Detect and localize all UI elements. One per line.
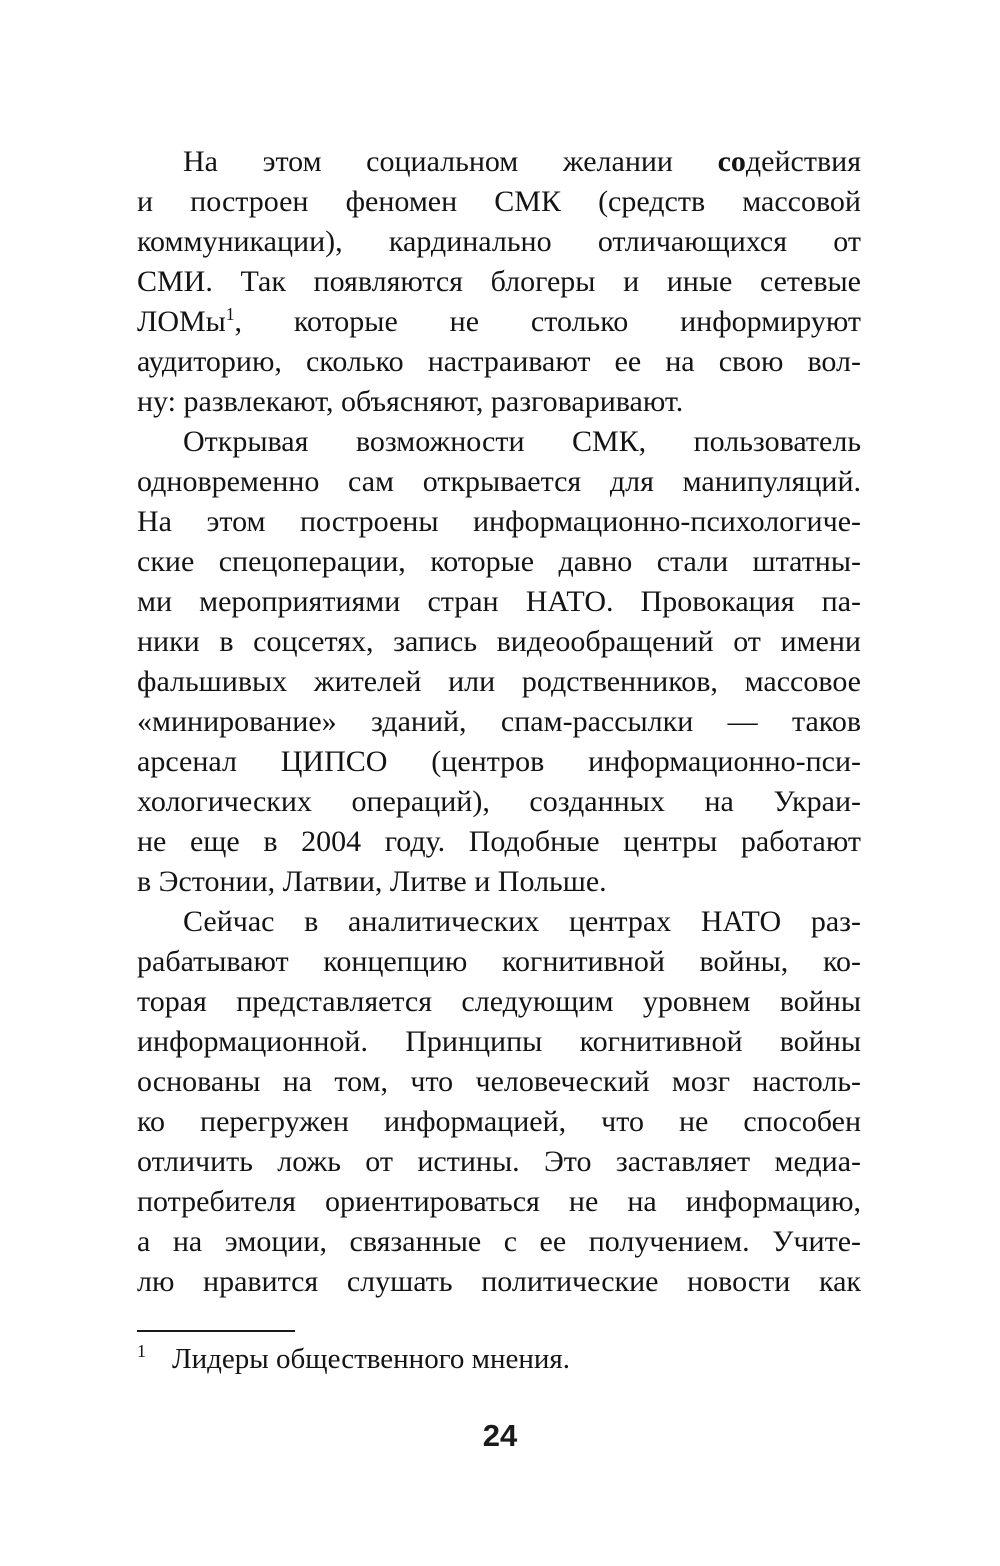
footnote-divider [137, 1330, 295, 1332]
text-segment: аудиторию, сколько настраивают ее на свою вол- [137, 345, 861, 378]
text-line [137, 222, 861, 262]
text-line [137, 422, 861, 462]
text-segment: одновременно сам открывается для манипуляций. [137, 465, 861, 498]
text-segment: «минирование» зданий, спам-рассылки — таков [137, 705, 861, 738]
text-line [137, 1142, 861, 1182]
text-segment: ко перегружен информацией, что не способен [137, 1105, 861, 1138]
text-line [137, 742, 861, 782]
page-number: 24 [482, 1418, 518, 1453]
text-line [137, 1222, 861, 1262]
text-line [137, 1102, 861, 1142]
text-line [137, 662, 861, 702]
text-line [137, 262, 861, 302]
text-line [137, 182, 861, 222]
text-line [137, 542, 861, 582]
text-segment: торая представляется следующим уровнем войны [137, 985, 861, 1018]
text-segment: арсенал ЦИПСО (центров информационно-пси- [137, 745, 861, 778]
text-line [137, 942, 861, 982]
text-segment: ми мероприятиями стран НАТО. Провокация па- [137, 585, 861, 618]
text-line [137, 782, 861, 822]
text-line [137, 1182, 861, 1222]
text-line [137, 1262, 861, 1302]
footnote [137, 1330, 861, 1378]
footnote-marker: 1 [137, 1341, 146, 1362]
text-segment: ЛОМы [137, 305, 226, 338]
text-segment: , которые не столько информируют [234, 305, 861, 338]
text-segment: ские спецоперации, которые давно стали штатны- [137, 545, 861, 578]
text-segment: а на эмоции, связанные с ее получением. Учите- [137, 1225, 861, 1258]
bold-text-segment: со [717, 145, 746, 178]
text-segment: фальшивых жителей или родственников, массовое [137, 665, 861, 698]
text-segment: рабатывают концепцию когнитивной войны, ко- [137, 945, 861, 978]
text-segment: ники в соцсетях, запись видеообращений от имени [137, 625, 861, 658]
text-segment: коммуникации), кардинально отличающихся от [137, 225, 861, 258]
text-segment: потребителя ориентироваться не на информацию, [137, 1185, 861, 1218]
footnote-label: Лидеры общественного мнения. [171, 1343, 570, 1375]
text-segment: Сейчас в аналитических центрах НАТО раз- [183, 905, 861, 938]
text-line [137, 582, 861, 622]
text-line [137, 862, 861, 902]
footnote-text [137, 1340, 861, 1378]
text-line [137, 462, 861, 502]
text-segment: отличить ложь от истины. Это заставляет медиа- [137, 1145, 861, 1178]
text-segment: ну: развлекают, объясняют, разговаривают. [137, 385, 684, 418]
text-line [137, 302, 861, 342]
text-line [137, 142, 861, 182]
text-segment: информационной. Принципы когнитивной войны [137, 1025, 861, 1058]
body-text [137, 142, 861, 1302]
text-line [137, 622, 861, 662]
text-line [137, 702, 861, 742]
text-segment: хологических операций), созданных на Украи- [137, 785, 861, 818]
footnote-reference: 1 [225, 304, 235, 324]
text-segment: действия [745, 145, 861, 178]
text-line [137, 342, 861, 382]
text-segment: Открывая возможности СМК, пользователь [183, 425, 861, 458]
text-line [137, 902, 861, 942]
text-segment: не еще в 2004 году. Подобные центры работают [137, 825, 861, 858]
text-segment: лю нравится слушать политические новости как [137, 1265, 861, 1298]
text-line [137, 822, 861, 862]
text-line [137, 1022, 861, 1062]
text-segment: На этом социальном желании [183, 145, 718, 178]
text-line [137, 1062, 861, 1102]
text-segment: в Эстонии, Латвии, Литве и Польше. [137, 865, 607, 898]
text-line [137, 382, 861, 422]
text-line [137, 982, 861, 1022]
text-segment: СМИ. Так появляются блогеры и иные сетевые [137, 265, 861, 298]
text-line [137, 502, 861, 542]
text-segment: На этом построены информационно-психологиче- [137, 505, 861, 538]
text-segment: и построен феномен СМК (средств массовой [137, 185, 861, 218]
text-segment: основаны на том, что человеческий мозг настоль- [137, 1065, 861, 1098]
